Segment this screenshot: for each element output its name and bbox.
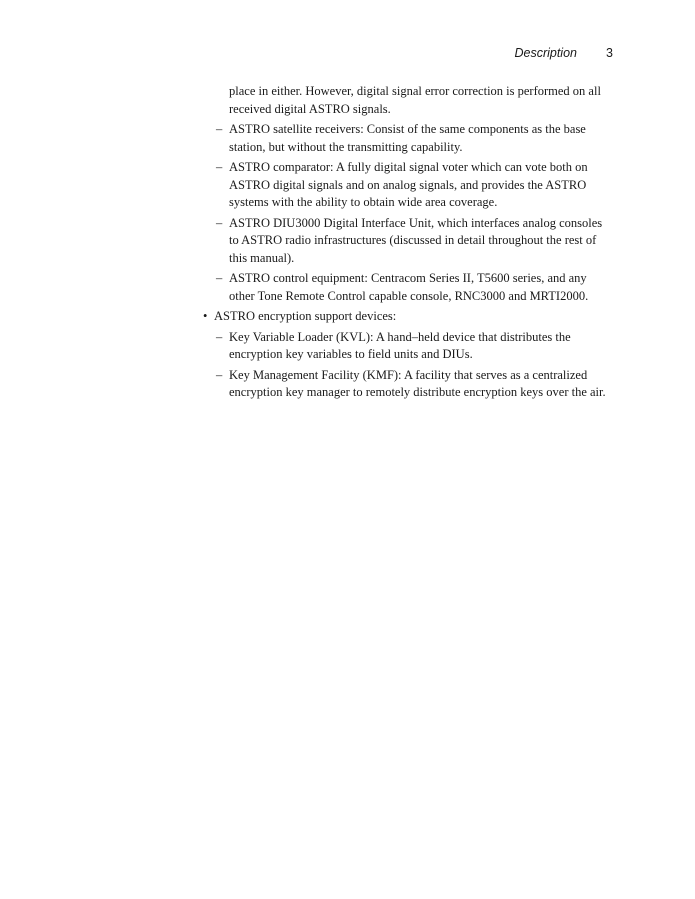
sub-list-item-text: Key Variable Loader (KVL): A hand–held device that distributes the encryption key variables to field units and DIUs. <box>229 329 571 361</box>
sub-list-item-text: ASTRO control equipment: Centracom Series II, T5600 series, and any other Tone Remote Control capable console, RNC3000 and MRTI2000. <box>229 271 589 303</box>
dash-marker: – <box>216 160 223 174</box>
sub-list-item-diu3000 <box>216 215 614 268</box>
sub-list-item-text: ASTRO comparator: A fully digital signal voter which can vote both on ASTRO digital signals and on analog signals, and provides the ASTRO systems with the ability to obtain wide area coverage. <box>229 160 588 209</box>
dash-marker: – <box>216 329 223 344</box>
page-header <box>0 44 695 62</box>
bullet-marker: • <box>203 309 208 323</box>
dash-marker: – <box>216 122 223 136</box>
bullet-item-text: ASTRO encryption support devices: <box>214 309 397 323</box>
dash-marker: – <box>216 215 223 230</box>
sub-list-item-control-equipment <box>216 270 614 305</box>
sub-list-item-text: Key Management Facility (KMF): A facility that serves as a centralized encryption key manager to remotely distribute encryption keys over the air. <box>229 367 606 399</box>
running-header-section: Description <box>514 46 577 60</box>
continuation-paragraph: place in either. However, digital signal error correction is performed on all received digital ASTRO signals. <box>229 84 601 116</box>
sub-list-item-satellite-receivers <box>216 121 614 156</box>
dash-marker: – <box>216 367 223 382</box>
sub-list-item-comparator <box>216 159 614 212</box>
sub-list-item-text: ASTRO DIU3000 Digital Interface Unit, which interfaces analog consoles to ASTRO radio infrastructures (discussed in detail throughout the rest of this manual). <box>229 215 603 265</box>
body-text <box>0 83 695 405</box>
bullet-item-encryption-devices <box>203 308 614 326</box>
sub-list-item-kmf <box>216 367 614 402</box>
page-number: 3 <box>606 46 613 60</box>
dash-marker: – <box>216 271 223 285</box>
sub-list-item-kvl <box>216 329 614 364</box>
sub-list-item-text: ASTRO satellite receivers: Consist of the same components as the base station, but without the transmitting capability. <box>229 122 586 154</box>
